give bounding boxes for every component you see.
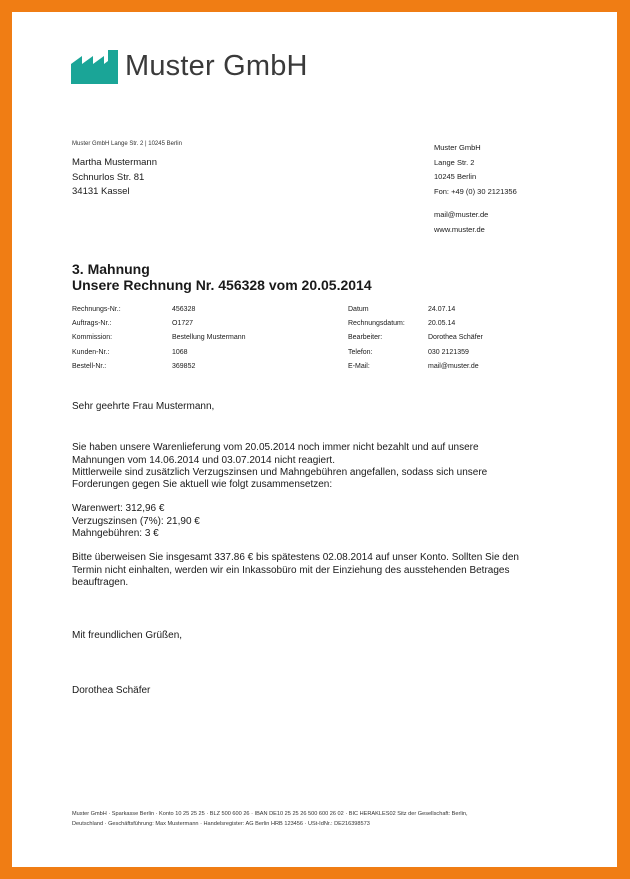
meta-value: 369852 xyxy=(172,362,196,370)
recipient-city: 34131 Kassel xyxy=(72,186,130,197)
company-city: 10245 Berlin xyxy=(434,172,477,181)
recipient-address xyxy=(72,156,157,200)
factory-logo-icon xyxy=(71,50,118,84)
meta-label: Kunden-Nr.: xyxy=(72,348,110,356)
body-line: Bitte überweisen Sie insgesamt 337.86 € bis spätestens 02.08.2014 auf unser Konto. Sollten Sie den xyxy=(72,552,519,564)
meta-row xyxy=(72,320,483,334)
greeting: Sehr geehrte Frau Mustermann, xyxy=(72,401,215,412)
body-line: beauftragen. xyxy=(72,576,129,588)
letter-body xyxy=(72,401,592,697)
meta-value: Dorothea Schäfer xyxy=(428,334,483,342)
contact-spacer xyxy=(434,199,517,208)
meta-label: Rechnungsdatum: xyxy=(348,320,405,328)
meta-label: Auftrags-Nr.: xyxy=(72,320,112,328)
body-line: Mahnungen vom 14.06.2014 und 03.07.2014 nicht reagiert. xyxy=(72,454,335,466)
body-line: Termin nicht einhalten, werden wir ein Inkassobüro mit der Einziehung des ausstehenden Betrages xyxy=(72,564,510,576)
meta-value: 456328 xyxy=(172,306,196,313)
amount-line: Warenwert: 312,96 € xyxy=(72,503,165,515)
company-logo xyxy=(71,50,308,84)
footer-line-2: Deutschland · Geschäftsführung: Max Mustermann · Handelsregister: AG Berlin HRB 123456 · USt-IdNr.: DE216398573 xyxy=(72,821,370,827)
meta-label: E-Mail: xyxy=(348,362,370,370)
recipient-name: Martha Mustermann xyxy=(72,157,158,168)
letter-page xyxy=(12,12,617,867)
meta-label: Bestell-Nr.: xyxy=(72,362,107,370)
letter-footer xyxy=(72,809,552,829)
company-street: Lange Str. 2 xyxy=(434,157,475,167)
company-phone: Fon: +49 (0) 30 2121356 xyxy=(434,186,517,196)
meta-value: 1068 xyxy=(172,348,188,356)
company-contact-block xyxy=(434,141,517,237)
meta-value: 20.05.14 xyxy=(428,320,456,328)
amount-line: Verzugszinsen (7%): 21,90 € xyxy=(72,515,200,527)
body-line: Sie haben unsere Warenlieferung vom 20.05.2014 noch immer nicht bezahlt und auf unsere xyxy=(72,442,479,454)
signature: Dorothea Schäfer xyxy=(72,684,151,696)
meta-value: mail@muster.de xyxy=(428,362,479,370)
body-line: Forderungen gegen Sie aktuell wie folgt zusammensetzen: xyxy=(72,479,333,491)
meta-row xyxy=(72,306,483,320)
meta-row xyxy=(72,349,483,363)
footer-line-1: Muster GmbH · Sparkasse Berlin · Konto 10 25 25 25 · BLZ 500 600 26 · IBAN DE10 25 25 26 500 600 26 02 · BIC HERAKLES02 Sitz der Gesellschaft: Berlin, xyxy=(72,811,468,817)
logo-company-name: Muster GmbH xyxy=(125,50,308,82)
company-email: mail@muster.de xyxy=(434,210,489,219)
meta-value: 030 2121359 xyxy=(428,348,469,356)
meta-label: Rechnungs-Nr.: xyxy=(72,306,121,313)
body-line: Mittlerweile sind zusätzlich Verzugszinsen und Mahngebühren angefallen, sodass sich unsere xyxy=(72,466,488,478)
meta-label: Kommission: xyxy=(72,334,113,342)
meta-value: O1727 xyxy=(172,320,194,328)
meta-row xyxy=(72,334,483,348)
meta-label: Datum xyxy=(348,306,369,313)
title-line-1: 3. Mahnung xyxy=(72,261,150,277)
meta-value: 24.07.14 xyxy=(428,306,456,313)
recipient-street: Schnurlos Str. 81 xyxy=(72,171,145,183)
meta-row xyxy=(72,363,483,377)
sender-return-line: Muster GmbH Lange Str. 2 | 10245 Berlin xyxy=(72,141,182,147)
company-website: www.muster.de xyxy=(434,224,485,234)
letter-title xyxy=(72,261,372,293)
meta-label: Bearbeiter: xyxy=(348,334,383,342)
closing: Mit freundlichen Grüßen, xyxy=(72,630,183,642)
company-name: Muster GmbH xyxy=(434,143,481,152)
meta-label: Telefon: xyxy=(348,348,373,356)
amount-line: Mahngebühren: 3 € xyxy=(72,528,159,540)
meta-value: Bestellung Mustermann xyxy=(172,334,246,342)
title-line-2: Unsere Rechnung Nr. 456328 vom 20.05.2014 xyxy=(72,277,372,293)
invoice-meta-table xyxy=(72,306,483,377)
